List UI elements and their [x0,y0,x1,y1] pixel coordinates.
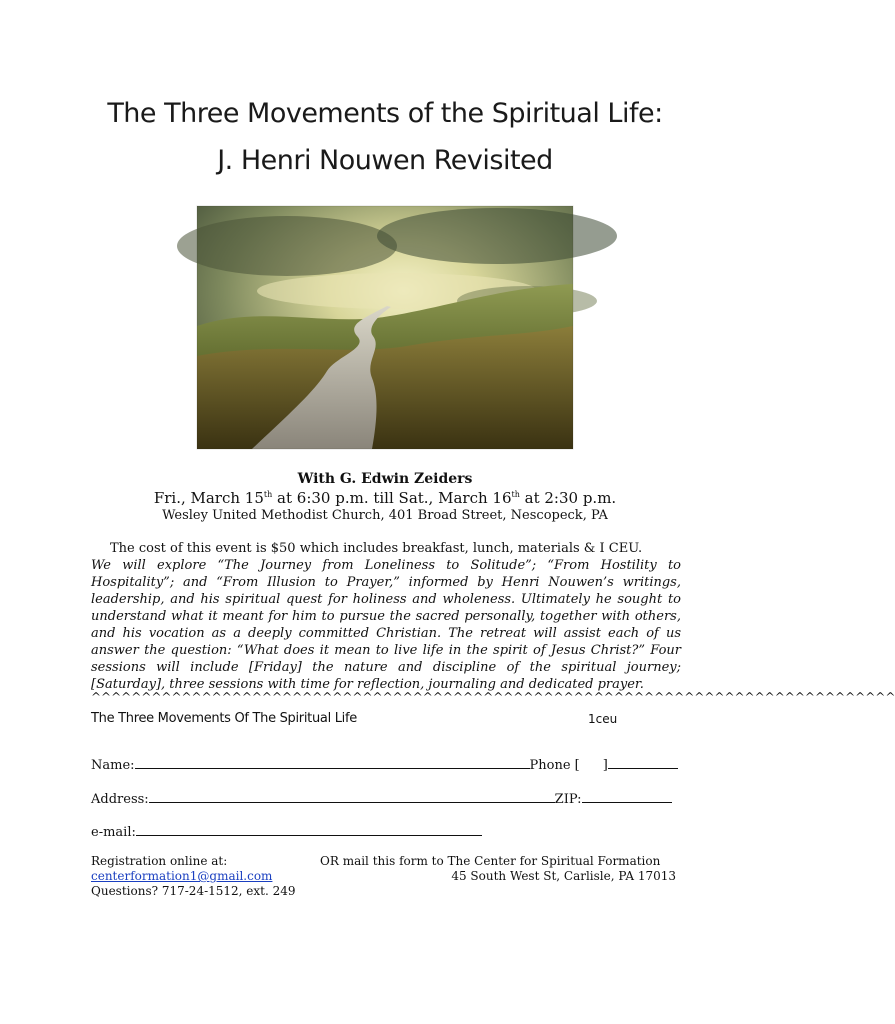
address-field[interactable] [149,790,555,803]
registration-info [91,854,296,899]
email-row [91,823,482,840]
phone-label: Phone [ [529,758,580,773]
registration-online-label: Registration online at: [91,854,228,868]
name-phone-row [91,756,678,773]
event-venue: Wesley United Methodist Church, 401 Broad Street, Nescopeck, PA [162,508,608,523]
name-field[interactable] [135,756,530,769]
phone-close-bracket: ] [602,758,608,773]
caret-divider: ^^^^^^^^^^^^^^^^^^^^^^^^^^^^^^^^^^^^^^^^^^^^^^^^^^^^^^^^^^^^^^^^^^^^^^^^^^^^^^^^ [91,690,895,704]
email-label: e-mail: [91,825,136,840]
event-dates: Fri., March 15th at 6:30 p.m. till Sat., March 16th at 2:30 p.m. [153,489,617,507]
title-line-1: The Three Movements of the Spiritual Life: [107,98,663,129]
phone-field[interactable] [608,756,678,769]
mail-instructions [320,854,676,884]
event-cost: The cost of this event is $50 which includes breakfast, lunch, materials & I CEU. [110,541,643,556]
title-line-2: J. Henri Nouwen Revisited [217,145,553,176]
winding-road-photo [197,206,573,449]
zip-label: ZIP: [554,792,582,807]
mail-line-1: OR mail this form to The Center for Spiritual Formation [320,854,661,868]
questions-phone: Questions? 717-24-1512, ext. 249 [91,884,296,898]
registration-email-link[interactable]: centerformation1@gmail.com [91,869,273,883]
ceu-label: 1ceu [588,712,618,726]
event-description: We will explore “The Journey from Loneliness to Solitude”; “From Hostility to Hospitality”; and “From Illusion to Prayer,” informed by Henri Nouwen’s writings, leadership, and his spiritual quest for holiness and wholeness. Ultimately he sought to understand what it meant for him to pursue the sacred personally, together with others, and his vocation as a deeply committed Christian. The retreat will assist each of us answer the question: “What does it mean to live life in the spirit of Jesus Christ?” Four sessions will include [Friday] the nature and discipline of the spiritual journey; [Saturday], three sessions with time for reflection, journaling and dedicated prayer. [91,558,681,692]
presenter: With G. Edwin Zeiders [297,471,473,487]
zip-field[interactable] [582,790,672,803]
mail-address: 45 South West St, Carlisle, PA 17013 [451,869,676,883]
course-name: The Three Movements Of The Spiritual Life [91,711,357,726]
address-zip-row [91,790,672,807]
email-field[interactable] [136,823,482,836]
name-label: Name: [91,758,135,773]
address-label: Address: [91,792,149,807]
